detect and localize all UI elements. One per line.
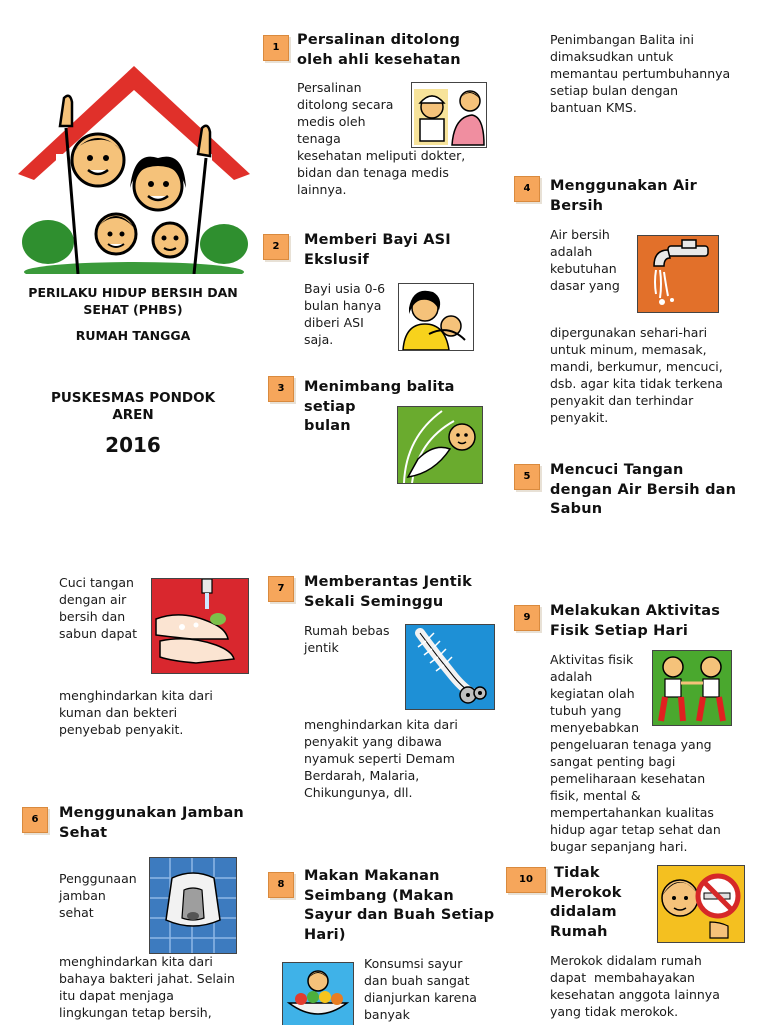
item-1-title	[297, 31, 487, 70]
toilet-icon	[149, 857, 237, 954]
text-line: dengan air	[59, 592, 127, 607]
text-line: kesehatan meliputi dokter,	[297, 148, 466, 163]
item-2-text	[304, 280, 404, 348]
item-6-number-badge: 6	[22, 807, 48, 833]
text-line: mandi, berkumur, mencuci,	[550, 359, 723, 374]
title-line: Sekali Seminggu	[304, 593, 444, 610]
item-4-text-a	[550, 226, 640, 294]
text-line: ditolong secara	[297, 97, 394, 112]
title-line: Mencuci Tangan	[550, 462, 684, 478]
text-line: Penggunaan	[59, 871, 137, 886]
text-line: jamban	[59, 888, 106, 903]
title-line: Menggunakan Air	[550, 178, 697, 194]
item-10-text	[550, 952, 750, 1020]
text-line: menyebabkan	[550, 720, 640, 735]
text-line: tenaga	[297, 131, 341, 146]
healthy-food-icon	[282, 962, 354, 1025]
text-line: setiap bulan dengan	[550, 83, 679, 98]
text-line: Cuci tangan	[59, 575, 134, 590]
text-line: Bayi usia 0-6	[304, 281, 386, 296]
cover-year: 2016	[105, 433, 161, 457]
title-line: Menimbang balita	[304, 379, 455, 395]
org-line: AREN	[112, 407, 154, 423]
cover-title-line: PERILAKU HIDUP BERSIH DAN	[28, 285, 238, 300]
childbirth-icon	[411, 82, 487, 148]
item-8-number-badge: 8	[268, 872, 294, 898]
title-line: Hari)	[304, 926, 346, 943]
text-line: bulan hanya	[304, 298, 382, 313]
title-line: Merokok	[550, 884, 622, 901]
text-line: kesehatan anggota lainnya	[550, 987, 720, 1002]
text-line: menghindarkan kita dari	[59, 688, 213, 703]
title-line: Tidak	[554, 865, 600, 881]
text-line: dan buah sangat	[364, 973, 470, 988]
text-line: diberi ASI	[304, 315, 364, 330]
text-line: Air bersih	[550, 227, 610, 242]
text-line: sabun dapat	[59, 626, 138, 641]
text-line: mempertahankan kualitas	[550, 805, 714, 820]
handwashing-icon	[151, 578, 249, 674]
title-line: Memberantas Jentik	[304, 574, 472, 590]
item-9-title	[550, 602, 760, 641]
text-line: Konsumsi sayur	[364, 956, 463, 971]
text-line: penyakit yang dibawa	[304, 734, 442, 749]
text-line: dipergunakan sehari-hari	[550, 325, 708, 340]
text-line: dimaksudkan untuk	[550, 49, 674, 64]
text-line: kegiatan olah	[550, 686, 635, 701]
text-line: Aktivitas fisik	[550, 652, 634, 667]
text-line: menghindarkan kita dari	[304, 717, 458, 732]
text-line: untuk minum, memasak,	[550, 342, 707, 357]
breastfeeding-icon	[398, 283, 474, 351]
title-line: Fisik Setiap Hari	[550, 622, 688, 639]
title-line: Sabun	[550, 501, 603, 517]
item-10-number-badge: 10	[506, 867, 546, 893]
text-line: sangat penting bagi	[550, 754, 676, 769]
text-line: jentik	[304, 640, 339, 655]
item-8-title	[304, 867, 504, 945]
title-line: oleh ahli kesehatan	[297, 51, 461, 68]
item-5-number-badge: 5	[514, 464, 540, 490]
text-line: saja.	[304, 332, 334, 347]
text-line: dapat membahayakan	[550, 970, 695, 985]
text-line: Merokok didalam rumah	[550, 953, 702, 968]
text-line: pengeluaran tenaga yang	[550, 737, 712, 752]
title-line: Persalinan ditolong	[297, 32, 461, 48]
item-5-text-b	[59, 687, 259, 738]
text-line: dasar yang	[550, 278, 620, 293]
title-line: Seimbang (Makan	[304, 887, 454, 904]
title-line: Menggunakan Jamban	[59, 805, 244, 821]
title-line: Ekslusif	[304, 251, 369, 268]
text-line: medis oleh	[297, 114, 366, 129]
text-line: adalah	[550, 669, 593, 684]
item-4-text-b	[550, 324, 755, 426]
text-line: fisik, mental &	[550, 788, 641, 803]
text-line: banyak	[364, 1007, 410, 1022]
text-line: Chikungunya, dll.	[304, 785, 413, 800]
text-line: Penimbangan Balita ini	[550, 32, 694, 47]
title-line: Sehat	[59, 824, 108, 841]
item-6-text-a	[59, 870, 144, 921]
item-4-title	[550, 177, 740, 216]
text-line: penyebab penyakit.	[59, 722, 184, 737]
family-house-illustration	[18, 62, 250, 274]
org-line: PUSKESMAS PONDOK	[50, 390, 216, 406]
item-6-title	[59, 804, 259, 843]
text-line: bahaya bakteri jahat. Selain	[59, 971, 235, 986]
title-line: Memberi Bayi ASI	[304, 232, 451, 248]
text-line: penyakit dan terhindar	[550, 393, 694, 408]
text-line: pemeliharaan kesehatan	[550, 771, 706, 786]
text-line: itu dapat menjaga	[59, 988, 174, 1003]
cover-title	[18, 284, 248, 318]
item-9-number-badge: 9	[514, 605, 540, 631]
item-5-text-a	[59, 574, 154, 642]
text-line: adalah	[550, 244, 593, 259]
title-line: Melakukan Aktivitas	[550, 603, 721, 619]
text-line: kuman dan bekteri	[59, 705, 178, 720]
text-line: tubuh yang	[550, 703, 622, 718]
text-line: Berdarah, Malaria,	[304, 768, 420, 783]
title-line: Bersih	[550, 197, 604, 214]
cover-organization	[18, 390, 248, 424]
text-line: hidup agar tetap sehat dan	[550, 822, 721, 837]
text-line: kebutuhan	[550, 261, 617, 276]
item-7-text-b	[304, 716, 504, 801]
title-line: didalam	[550, 904, 617, 920]
water-tap-icon	[637, 235, 719, 313]
text-line: menghindarkan kita dari	[59, 954, 213, 969]
item-3-text	[550, 31, 750, 116]
baby-weighing-icon	[397, 406, 483, 484]
item-7-title	[304, 573, 494, 612]
text-line: dsb. agar kita tidak terkena	[550, 376, 723, 391]
cover-subtitle: RUMAH TANGGA	[75, 328, 191, 343]
title-line: dengan Air Bersih dan	[550, 481, 737, 498]
item-6-text-b	[59, 953, 269, 1021]
text-line: bantuan KMS.	[550, 100, 637, 115]
item-8-text	[364, 955, 494, 1023]
text-line: sehat	[59, 905, 94, 920]
text-line: memantau pertumbuhannya	[550, 66, 731, 81]
no-smoking-icon	[657, 865, 745, 943]
text-line: nyamuk seperti Demam	[304, 751, 455, 766]
item-7-number-badge: 7	[268, 576, 294, 602]
item-5-title	[550, 461, 760, 520]
item-3-number-badge: 3	[268, 376, 294, 402]
text-line: bidan dan tenaga medis	[297, 165, 449, 180]
text-line: bugar sepanjang hari.	[550, 839, 688, 854]
text-line: Rumah bebas	[304, 623, 390, 638]
text-line: Persalinan	[297, 80, 362, 95]
text-line: penyakit.	[550, 410, 609, 425]
mosquito-larva-icon	[405, 624, 495, 710]
text-line: bersih dan	[59, 609, 126, 624]
item-2-number-badge: 2	[263, 234, 289, 260]
text-line: dianjurkan karena	[364, 990, 477, 1005]
text-line: yang tidak merokok.	[550, 1004, 679, 1019]
item-2-title	[304, 231, 484, 270]
cover-title-line: SEHAT (PHBS)	[83, 302, 183, 317]
item-4-number-badge: 4	[514, 176, 540, 202]
title-line: bulan	[304, 418, 351, 434]
item-10-title	[550, 864, 650, 942]
text-line: lainnya.	[297, 182, 347, 197]
title-line: Sayur dan Buah Setiap	[304, 907, 495, 923]
text-line: lingkungan tetap bersih,	[59, 1005, 212, 1020]
title-line: setiap	[304, 398, 356, 415]
item-7-text-a	[304, 622, 404, 656]
title-line: Rumah	[550, 923, 608, 940]
title-line: Makan Makanan	[304, 868, 440, 884]
item-9-text	[550, 651, 760, 855]
item-1-number-badge: 1	[263, 35, 289, 61]
